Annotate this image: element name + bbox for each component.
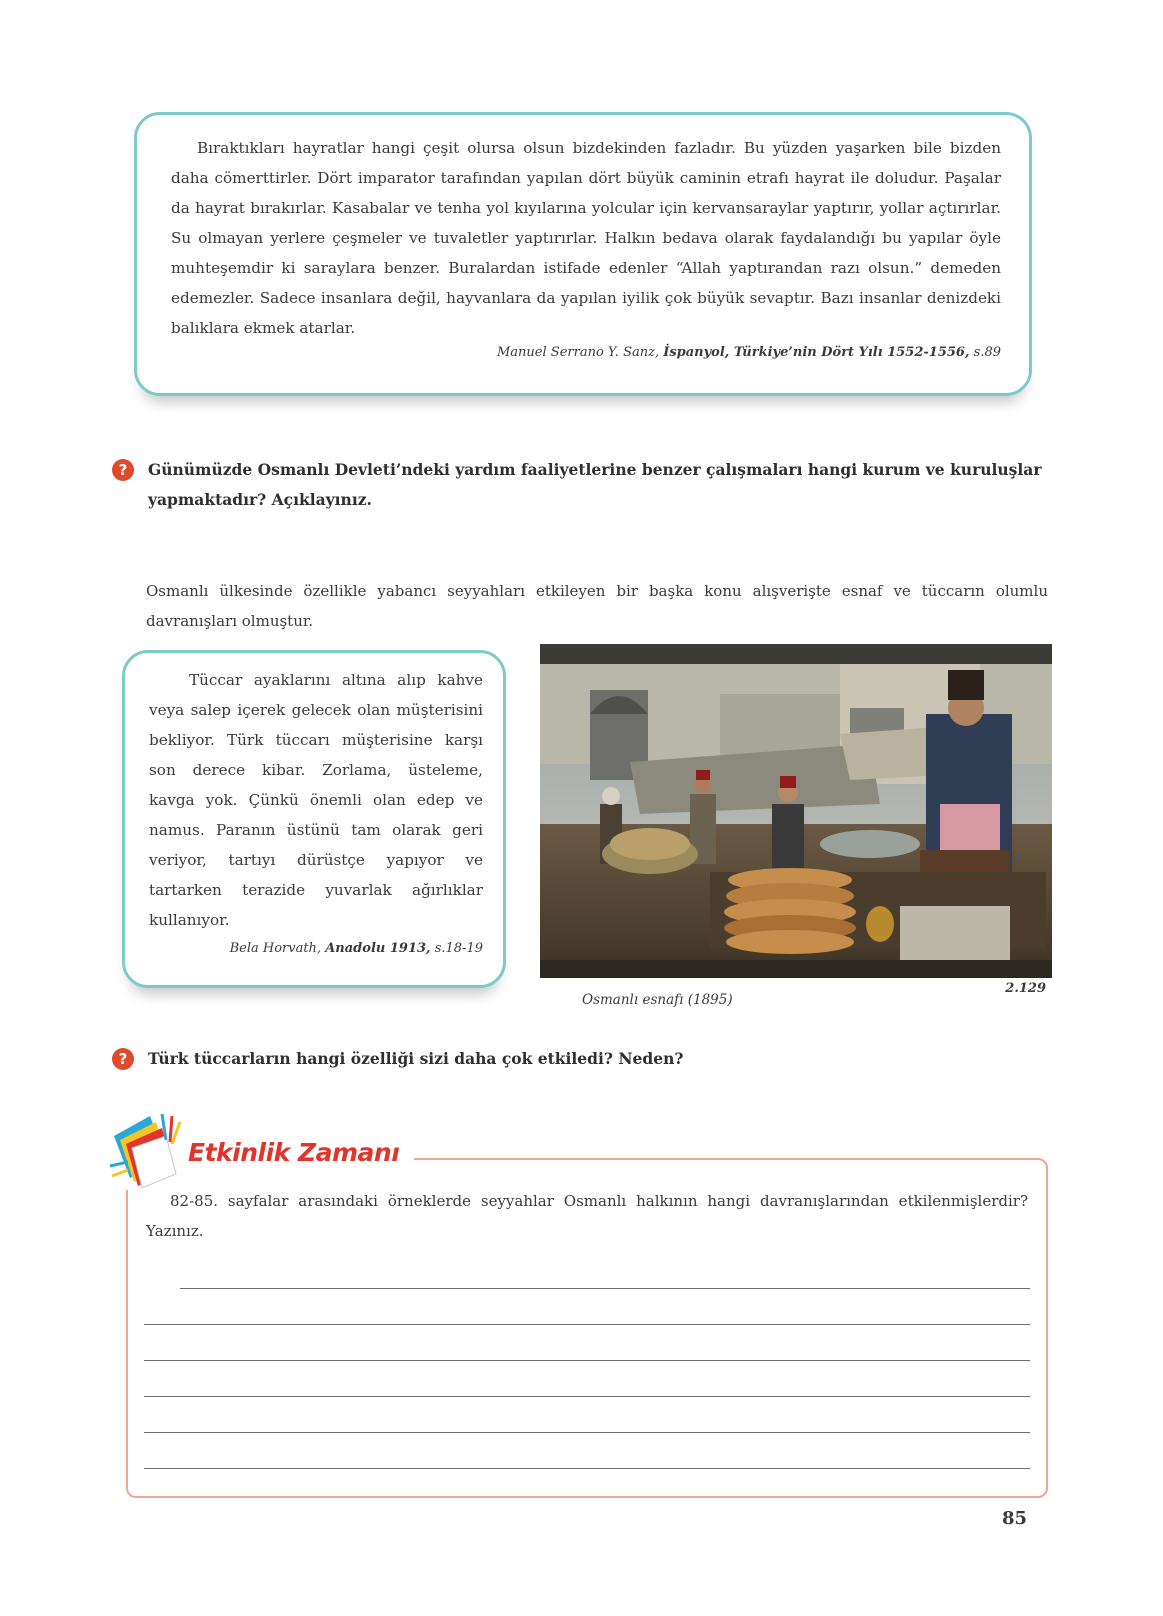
question-1 <box>112 455 1052 515</box>
writing-line[interactable] <box>144 1468 1030 1469</box>
question-text: Türk tüccarların hangi özelliği sizi daha çok etkiledi? Neden? <box>148 1049 684 1068</box>
photo-caption: Osmanlı esnafı (1895) <box>582 992 733 1008</box>
writing-line[interactable] <box>144 1432 1030 1433</box>
source-author: Manuel Serrano Y. Sanz, <box>497 345 660 360</box>
activity-prompt: 82-85. sayfalar arasındaki örneklerde seyyahlar Osmanlı halkının hangi davranışlarından etkilenmişlerdir? Yazınız. <box>146 1192 1028 1240</box>
activity-papers-icon <box>106 1110 188 1190</box>
quote-source <box>149 941 483 956</box>
question-mark-icon: ? <box>112 459 134 481</box>
writing-line[interactable] <box>144 1324 1030 1325</box>
activity-title: Etkinlik Zamanı <box>188 1138 400 1167</box>
source-title: İspanyol, Türkiye’nin Dört Yılı 1552-1556, <box>663 345 970 360</box>
quote-text: Bıraktıkları hayratlar hangi çeşit olursa olsun bizdekinden fazladır. Bu yüzden yaşarken bile bizden daha cömerttirler. Dört imparator tarafından yapılan dört büyük caminin etrafı hayrat ile doludur. Paşalar da hayrat bırakırlar. Kasabalar ve tenha yol kıyılarına yolcular için kervansaraylar yaptırır, yollar açtırırlar. Su olmayan yerlere çeşmeler ve tuvaletler yaptırırlar. Halkın bedava olarak faydalandığı bu yapılar öyle muhteşemdir ki saraylara benzer. Buralardan istifade edenler “Allah yaptırandan razı olsun.” demeden edemezler. Sadece insanlara değil, hayvanlara da yapılan iyilik çok büyük sevaptır. Bazı insanlar denizdeki balıklara ekmek atarlar. <box>171 139 1001 337</box>
intro-paragraph: Osmanlı ülkesinde özellikle yabancı seyyahları etkileyen bir başka konu alışverişte esnaf ve tüccarın olumlu davranışları olmuştur. <box>146 582 1048 630</box>
market-photo-image <box>540 644 1052 978</box>
question-mark-icon: ? <box>112 1048 134 1070</box>
quote-box-tuccar <box>122 650 506 988</box>
writing-line[interactable] <box>144 1360 1030 1361</box>
question-2 <box>112 1044 1052 1074</box>
page-number: 85 <box>1002 1508 1028 1529</box>
source-author: Bela Horvath, <box>229 941 322 956</box>
writing-line[interactable] <box>144 1396 1030 1397</box>
source-page: s.89 <box>973 345 1001 360</box>
figure-number: 2.129 <box>997 979 1052 996</box>
quote-text: Tüccar ayaklarını altına alıp kahve veya salep içerek gelecek olan müşterisini bekliyor. Türk tüccarı müşterisine karşı son derece kibar. Zorlama, üsteleme, kavga yok. Çünkü önemli olan edep ve namus. Paranın üstünü tam olarak geri veriyor, tartıyı dürüstçe yapıyor ve tartarken terazide yuvarlak ağırlıklar kullanıyor. <box>149 671 483 929</box>
writing-line[interactable] <box>180 1288 1030 1289</box>
quote-source <box>171 345 1001 360</box>
source-page: s.18-19 <box>434 941 483 956</box>
photo-ottoman-merchants <box>540 644 1052 996</box>
question-text: Günümüzde Osmanlı Devleti’ndeki yardım faaliyetlerine benzer çalışmaları hangi kurum ve kuruluşlar yapmaktadır? Açıklayınız. <box>148 460 1042 509</box>
source-title: Anadolu 1913, <box>325 941 431 956</box>
quote-box-hayratlar <box>134 112 1032 396</box>
